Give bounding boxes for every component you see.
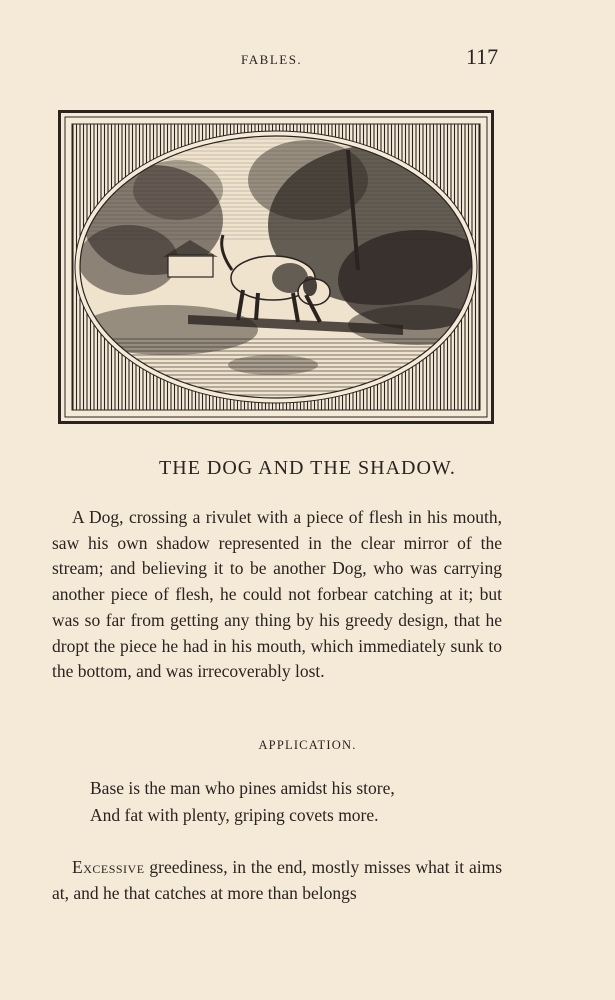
moral-first-word: Excessive	[72, 857, 145, 877]
fable-illustration	[58, 110, 494, 424]
fable-text: A Dog, crossing a rivulet with a piece of flesh in his mouth, saw his own shadow represented in the clear mirror of the stream; and believing it to be another Dog, who was carrying another piece of flesh, he could not forbear catching at it; but was so far from getting any thing by his greedy design, that he dropt the piece he had in his mouth, which immediately sunk to the bottom, and was irrecoverably lost.	[52, 507, 502, 682]
verse-line: And fat with plenty, griping covets more.	[90, 805, 379, 825]
application-heading: APPLICATION.	[258, 738, 357, 752]
moral-rest: greediness, in the end, mostly misses what it aims at, and he that catches at more than belongs	[52, 857, 502, 903]
page-number: 117	[466, 44, 499, 69]
fable-title: THE DOG AND THE SHADOW.	[159, 457, 456, 479]
verse-line: Base is the man who pines amidst his store,	[90, 778, 395, 798]
running-head: FABLES.	[241, 52, 303, 67]
moral-text	[52, 855, 502, 906]
